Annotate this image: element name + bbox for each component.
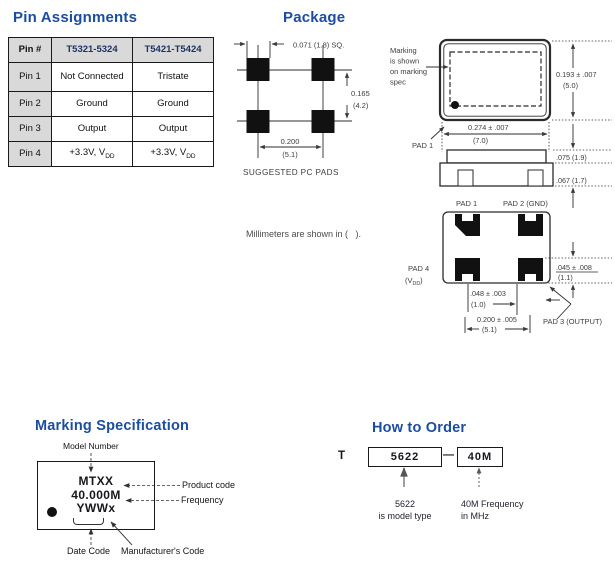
pin-value: Output (133, 117, 214, 142)
svg-text:on marking: on marking (390, 67, 428, 76)
how-to-order-title: How to Order (372, 420, 467, 436)
package-side-view (440, 150, 553, 186)
dim-pad-size: 0.071 (1.8) SQ. (293, 40, 345, 50)
dim-width-in: 0.274 ± .007 (468, 123, 509, 132)
pin-number: Pin 3 (9, 117, 52, 142)
package-drawings (215, 28, 615, 368)
dim-pad-span-mm: (5.1) (482, 325, 497, 334)
col-header-t5421: T5421-T5424 (133, 38, 214, 63)
manufacturers-code-label: Manufacturer's Code (121, 546, 205, 556)
pin-row (9, 117, 214, 142)
dim-height (552, 41, 612, 120)
dim-horizontal-mm: (5.1) (282, 150, 298, 159)
how-to-order-section (330, 415, 615, 569)
pin-row (9, 63, 214, 92)
dim-height-in: 0.193 ± .007 (556, 70, 597, 79)
dim-height-mm: (5.0) (563, 81, 579, 90)
col-header-t5321: T5321-5324 (52, 38, 133, 63)
dim-pad-span-in: 0.200 ± .005 (477, 315, 517, 324)
frequency-value-box: 40M (457, 447, 503, 467)
marking-datecode: YWWx (76, 501, 116, 516)
col-header-pin: Pin # (9, 38, 52, 63)
marking-frequency: 40.000M (71, 487, 121, 502)
package-title: Package (283, 9, 346, 26)
model-number-label: Model Number (63, 441, 119, 451)
dim-pad-width-in: .048 ± .003 (470, 289, 506, 298)
svg-text:Marking: Marking (390, 46, 417, 55)
pin-value: Ground (133, 92, 214, 117)
pad4-label (405, 264, 429, 287)
pin-row (9, 92, 214, 117)
pin-assignments-table (8, 37, 214, 167)
order-prefix: T (338, 450, 346, 462)
marking-model: MTXX (78, 473, 114, 488)
pad2-label: PAD 2 (GND) (503, 199, 548, 208)
frequency-label: Frequency (181, 495, 224, 505)
order-separator: — (443, 449, 454, 461)
pad1-label: PAD 1 (456, 199, 478, 208)
millimeters-note: Millimeters are shown in ( ). (246, 229, 362, 239)
dim-body-height: .067 (1.7) (556, 176, 587, 185)
dim-vertical-in: 0.165 (351, 89, 370, 98)
pin1-dot (47, 507, 57, 517)
package-top-view (440, 40, 550, 120)
pin-value: +3.3V, $V_{DD}$ (52, 142, 133, 167)
model-value-box: 5622 (368, 447, 442, 467)
svg-text:PAD 1: PAD 1 (412, 141, 434, 150)
order-arrows (330, 415, 615, 569)
date-code-label: Date Code (67, 546, 111, 556)
svg-text:PAD 4: PAD 4 (408, 264, 430, 273)
dim-pad-height-in: .045 ± .008 (556, 263, 592, 272)
model-caption: 5622 is model type (378, 499, 432, 522)
pin1-dot (451, 101, 459, 109)
pin-number: Pin 4 (9, 142, 52, 167)
pad3-label: PAD 3 (OUTPUT) (543, 317, 603, 326)
svg-text:is shown: is shown (390, 56, 420, 66)
pc-pad-squares (247, 58, 335, 133)
pin-value: Tristate (133, 63, 214, 92)
pin-value: +3.3V, $V_{DD}$ (133, 142, 214, 167)
dim-side-heights (553, 124, 612, 208)
pin-number: Pin 1 (9, 63, 52, 92)
date-code-brace (73, 518, 104, 525)
dim-width-mm: (7.0) (473, 136, 489, 145)
pc-pads-caption: SUGGESTED PC PADS (243, 168, 339, 177)
pin-row (9, 142, 214, 167)
dim-total-height: .075 (1.9) (556, 153, 587, 162)
svg-text:spec: spec (390, 77, 406, 87)
frequency-caption: 40M Frequency in MHz (461, 499, 524, 522)
dim-horizontal-in: 0.200 (280, 137, 300, 146)
pin-value: Output (52, 117, 133, 142)
marking-spec-section (20, 415, 312, 569)
package-bottom-view (443, 212, 550, 283)
product-code-label: Product code (182, 480, 236, 490)
marking-spec-title: Marking Specification (35, 418, 190, 434)
pad3-pointer (546, 287, 571, 319)
dim-vertical-mm: (4.2) (353, 101, 369, 110)
pin-value: Ground (52, 92, 133, 117)
svg-text:(VDD): $(V_{DD})$ (405, 276, 423, 287)
pin-assignments-title: Pin Assignments (13, 9, 138, 26)
pad1-pointer (412, 127, 444, 150)
dim-pad-width-mm: (1.0) (471, 300, 486, 309)
table-header-row (9, 38, 214, 63)
pin-value: Not Connected (52, 63, 133, 92)
dim-pad-height-mm: (1.1) (558, 273, 573, 282)
pin-number: Pin 2 (9, 92, 52, 117)
